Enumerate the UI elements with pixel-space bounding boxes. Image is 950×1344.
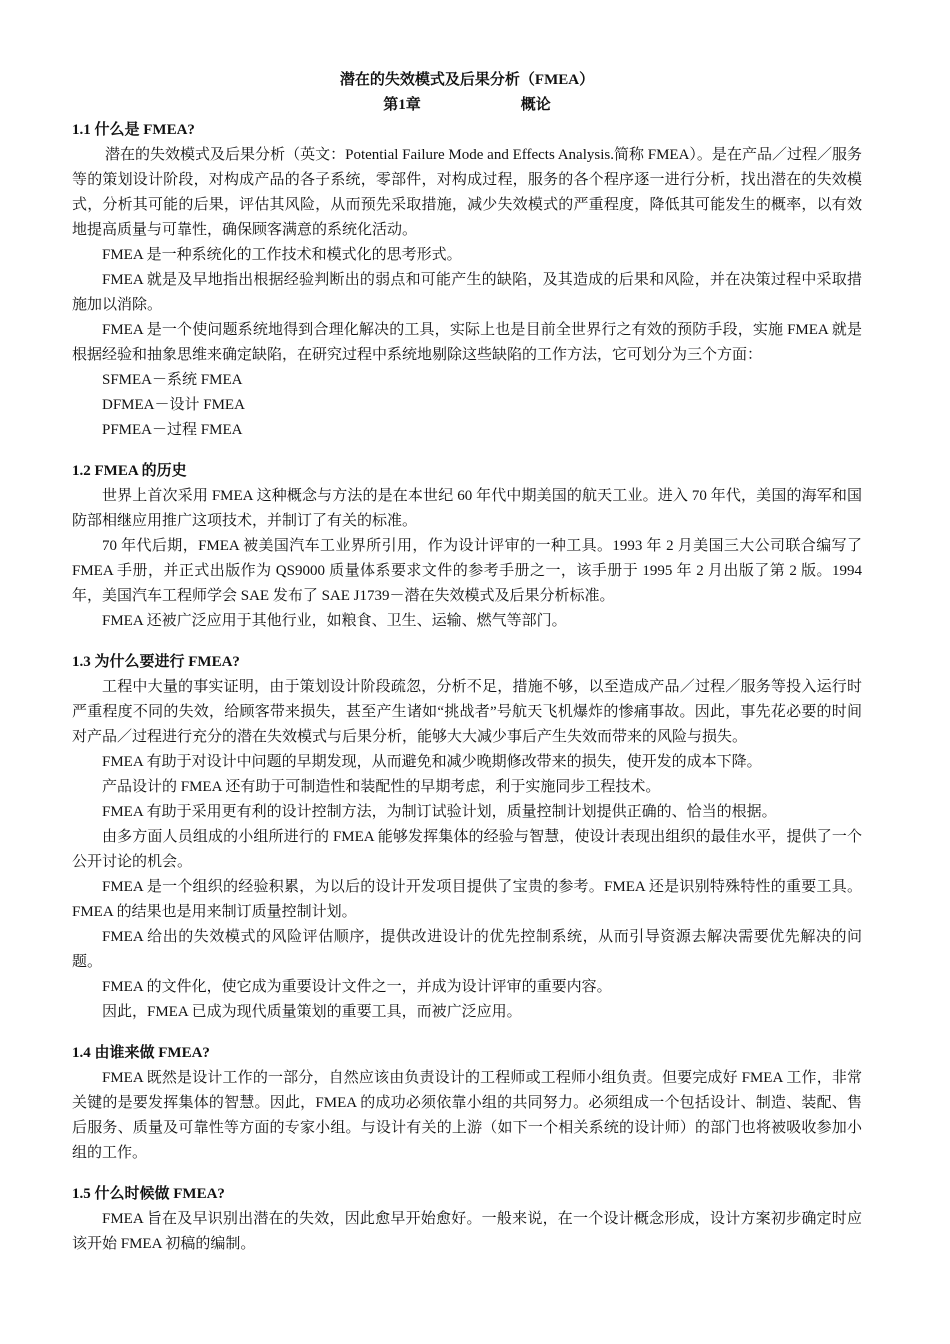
paragraph: FMEA 给出的失效模式的风险评估顺序，提供改进设计的优先控制系统，从而引导资源去解决需要优先解决的问题。 <box>72 929 862 970</box>
chapter-number: 第1章 <box>383 97 421 113</box>
section-1-5 <box>72 1182 862 1257</box>
paragraph: FMEA 的文件化，使它成为重要设计文件之一，并成为设计评审的重要内容。 <box>102 979 612 995</box>
list-item: PFMEA－过程 FMEA <box>102 422 243 438</box>
section-heading: 1.5 什么时候做 FMEA? <box>72 1186 225 1202</box>
section-heading: 1.3 为什么要进行 FMEA? <box>72 654 240 670</box>
document-page <box>72 68 862 1273</box>
paragraph: FMEA 有助于对设计中问题的早期发现，从而避免和减少晚期修改带来的损失，使开发的成本下降。 <box>102 754 762 770</box>
paragraph: FMEA 就是及早地指出根据经验判断出的弱点和可能产生的缺陷，及其造成的后果和风险，并在决策过程中采取措施加以消除。 <box>72 272 862 313</box>
section-heading: 1.4 由谁来做 FMEA? <box>72 1045 210 1061</box>
section-1-3 <box>72 650 862 1025</box>
section-heading: 1.1 什么是 FMEA? <box>72 122 195 138</box>
paragraph: 产品设计的 FMEA 还有助于可制造性和装配性的早期考虑，利于实施同步工程技术。 <box>102 779 661 795</box>
chapter-title: 概论 <box>520 97 551 113</box>
section-heading: 1.2 FMEA 的历史 <box>72 463 187 479</box>
paragraph: FMEA 是一种系统化的工作技术和模式化的思考形式。 <box>102 247 462 263</box>
section-1-1 <box>72 118 862 443</box>
paragraph: FMEA 是一个使问题系统地得到合理化解决的工具，实际上也是目前全世界行之有效的预防手段，实施 FMEA 就是根据经验和抽象思维来确定缺陷，在研究过程中系统地剔除这些缺陷的工作方法，它可划分为三个方面： <box>72 322 862 363</box>
paragraph: 世界上首次采用 FMEA 这种概念与方法的是在本世纪 60 年代中期美国的航天工业。进入 70 年代，美国的海军和国防部相继应用推广这项技术，并制订了有关的标准。 <box>72 488 862 529</box>
section-1-2 <box>72 459 862 634</box>
paragraph: 因此，FMEA 已成为现代质量策划的重要工具，而被广泛应用。 <box>102 1004 522 1020</box>
list-item: SFMEA－系统 FMEA <box>102 372 243 388</box>
paragraph: FMEA 旨在及早识别出潜在的失效，因此愈早开始愈好。一般来说，在一个设计概念形成，设计方案初步确定时应该开始 FMEA 初稿的编制。 <box>72 1211 862 1252</box>
paragraph: 潜在的失效模式及后果分析（英文：Potential Failure Mode and Effects Analysis.简称 FMEA）。是在产品／过程／服务等的策划设计阶段，对构成产品的各子系统，零部件，对构成过程，服务的各个程序逐一进行分析，找出潜在的失效模式，分析其可能的后果，评估其风险，从而预先采取措施，减少失效模式的严重程度，降低其可能发生的概率，以有效地提高质量与可靠性，确保顾客满意的系统化活动。 <box>72 147 862 238</box>
paragraph: FMEA 是一个组织的经验积累，为以后的设计开发项目提供了宝贵的参考。FMEA 还是识别特殊特性的重要工具。FMEA 的结果也是用来制订质量控制计划。 <box>72 879 862 920</box>
paragraph: 70 年代后期，FMEA 被美国汽车工业界所引用，作为设计评审的一种工具。1993 年 2 月美国三大公司联合编写了 FMEA 手册，并正式出版作为 QS9000 质量体系要求文件的参考手册之一，该手册于 1995 年 2 月出版了第 2 版。1994 年，美国汽车工程师学会 SAE 发布了 SAE J1739－潜在失效模式及后果分析标准。 <box>72 538 862 604</box>
section-1-4 <box>72 1041 862 1166</box>
paragraph: 工程中大量的事实证明，由于策划设计阶段疏忽，分析不足，措施不够，以至造成产品／过程／服务等投入运行时严重程度不同的失效，给顾客带来损失，甚至产生诸如“挑战者”号航天飞机爆炸的惨痛事故。因此，事先花必要的时间对产品／过程进行充分的潜在失效模式与后果分析，能够大大减少事后产生失效而带来的风险与损失。 <box>72 679 862 745</box>
paragraph: FMEA 还被广泛应用于其他行业，如粮食、卫生、运输、燃气等部门。 <box>102 613 567 629</box>
paragraph: FMEA 有助于采用更有利的设计控制方法，为制订试验计划，质量控制计划提供正确的、恰当的根据。 <box>102 804 777 820</box>
paragraph: 由多方面人员组成的小组所进行的 FMEA 能够发挥集体的经验与智慧，使设计表现出组织的最佳水平，提供了一个公开讨论的机会。 <box>72 829 862 870</box>
document-title: 潜在的失效模式及后果分析（FMEA） <box>339 72 595 88</box>
paragraph: FMEA 既然是设计工作的一部分，自然应该由负责设计的工程师或工程师小组负责。但要完成好 FMEA 工作，非常关键的是要发挥集体的智慧。因此，FMEA 的成功必须依靠小组的共同努力。必须组成一个包括设计、制造、装配、售后服务、质量及可靠性等方面的专家小组。与设计有关的上游（如下一个相关系统的设计师）的部门也将被吸收参加小组的工作。 <box>72 1070 862 1161</box>
chapter-heading <box>72 93 862 118</box>
list-item: DFMEA－设计 FMEA <box>102 397 245 413</box>
